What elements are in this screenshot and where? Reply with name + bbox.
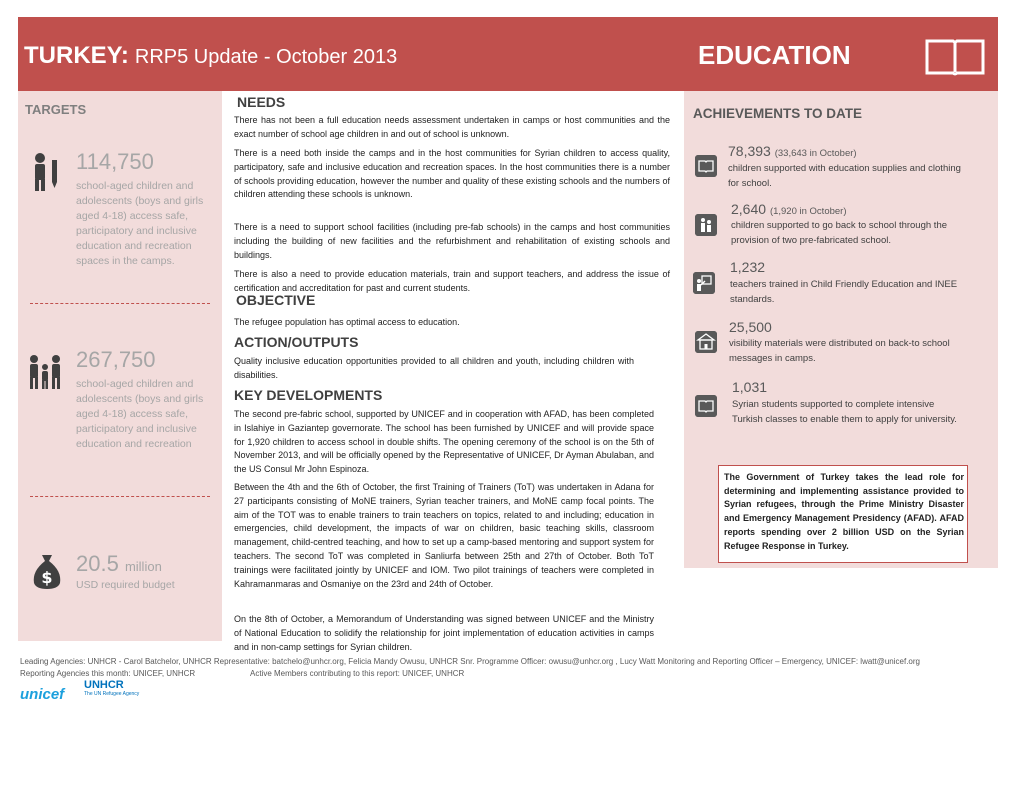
government-note-box <box>718 465 968 563</box>
target-description: school-aged children and adolescents (boys and girls aged 4-18) access safe, participatory and inclusive education and recreation <box>76 378 204 450</box>
achievements-heading: ACHIEVEMENTS TO DATE <box>693 106 863 121</box>
reporting-agencies: Reporting Agencies this month: UNICEF, UNHCR <box>20 669 196 678</box>
key-developments-heading: KEY DEVELOPMENTS <box>234 387 383 403</box>
target-number <box>76 551 162 577</box>
targets-panel <box>18 91 222 641</box>
active-members: Active Members contributing to this report: UNICEF, UNHCR <box>250 669 465 678</box>
header-banner <box>18 17 998 91</box>
budget-unit: million <box>124 559 162 574</box>
money-bag-icon <box>30 551 64 591</box>
achievement-number <box>731 201 847 217</box>
page-title <box>24 42 397 70</box>
achievement-number: 25,500 <box>729 319 772 335</box>
achievement-number: 1,232 <box>730 259 766 275</box>
leading-agencies: Leading Agencies: UNHCR - Carol Batchelor, UNHCR Representative: batchelo@unhcr.org, Felicia Mandy Owusu, UNHCR Snr. Programme Officer: owusu@unhcr.org , Lucy Watt Monitoring and Reporting Officer – Emergency, UNICEF: lwatt@unicef.org <box>20 657 920 666</box>
target-description: school-aged children and adolescents (boys and girls aged 4-18) access safe, participatory and inclusive education and recreation spaces in the camps. <box>76 180 204 267</box>
unicef-logo: unicef <box>20 686 65 703</box>
development-paragraph: On the 8th of October, a Memorandum of Understanding was signed between UNICEF and the Ministry of National Education to solidify the relationship for joint implementation of education activities in camps and in non-camp settings for Syrian children. <box>234 614 654 652</box>
budget-value: 20.5 <box>76 551 119 576</box>
divider <box>30 303 210 304</box>
achievement-description: visibility materials were distributed on back-to school messages in camps. <box>729 338 950 364</box>
target-number: 267,750 <box>76 347 156 372</box>
objective-heading: OBJECTIVE <box>236 292 316 308</box>
needs-paragraph: There is a need both inside the camps and in the host communities for Syrian children to access quality, participatory, safe and inclusive education and recreation spaces. In the host communities there is a number of schools providing education, however the number and quality of these existing schools and the numbers of children attending these schools is unknown. <box>234 148 670 200</box>
children-icon <box>695 214 717 236</box>
school-icon <box>695 331 717 353</box>
svg-text:$: $ <box>41 568 53 587</box>
open-book-icon <box>923 35 987 77</box>
objective-text: The refugee population has optimal access to education. <box>234 317 460 327</box>
family-icon <box>28 353 62 393</box>
achievements-panel <box>684 91 998 568</box>
achievement-description: Syrian students supported to complete intensive Turkish classes to enable them to apply for university. <box>732 399 957 425</box>
action-text: Quality inclusive education opportunities provided to all children and youth, including children with disabilities. <box>234 356 634 380</box>
target-number: 114,750 <box>76 149 154 174</box>
government-note: The Government of Turkey takes the lead role for determining and implementing assistance provided to Syrian refugees, through the Prime Ministry Disaster and Emergency Management Presidency (AFAD). AFAD reports spending over 2 billion USD on the Syrian Refugee Response in Turkey. <box>724 472 964 551</box>
needs-paragraph: There is a need to support school facilities (including pre-fab schools) in the camps and host communities including the building of new facilities and the refurbishment and rehabilitation of existing schools and buildings. <box>234 222 670 260</box>
achievement-value: 78,393 <box>728 143 771 159</box>
achievement-number: 1,031 <box>732 379 768 395</box>
achievement-note: (1,920 in October) <box>769 206 847 217</box>
book-icon <box>695 155 717 177</box>
action-heading: ACTION/OUTPUTS <box>234 334 359 350</box>
achievement-number <box>728 143 857 159</box>
country-label: TURKEY: <box>24 42 129 69</box>
achievement-description: teachers trained in Child Friendly Education and INEE standards. <box>730 279 958 305</box>
development-paragraph: The second pre-fabric school, supported by UNICEF and in cooperation with AFAD, has been completed in Islahiye in Gaziantep governorate. The school has been furnished by UNICEF and will provide space for 1,920 children to access school in double shifts. The opening ceremony of the school is on the 5th of November 2013, and will be officially opened by the Representative of UNICEF, Dr Ayman Abulaban, and the US Consul Mr John Espinoza. <box>234 409 654 475</box>
sector-title: EDUCATION <box>698 40 851 70</box>
achievement-description: children supported to go back to school through the provision of two pre-fabricated school. <box>731 220 948 246</box>
divider <box>30 496 210 497</box>
achievement-note: (33,643 in October) <box>774 148 857 159</box>
needs-paragraph: There has not been a full education needs assessment undertaken in camps or host communities and the exact number of school age children in and out of school is unknown. <box>234 115 670 139</box>
unhcr-logo-text: UNHCR <box>84 679 124 691</box>
needs-heading: NEEDS <box>237 94 286 110</box>
targets-heading: TARGETS <box>25 102 87 117</box>
achievement-description: children supported with education supplies and clothing for school. <box>728 163 961 189</box>
needs-paragraph: There is also a need to provide education materials, train and support teachers, and address the issue of certification and accreditation for past and current students. <box>234 269 670 293</box>
unhcr-logo-sub: The UN Refugee Agency <box>84 691 140 697</box>
unhcr-logo <box>84 679 139 697</box>
achievement-value: 2,640 <box>731 201 767 217</box>
target-description: USD required budget <box>76 579 175 591</box>
development-paragraph: Between the 4th and the 6th of October, the first Training of Trainers (ToT) was undertaken in Adana for 27 participants consisting of MoNE trainers, Syrian teacher trainers, and MoNE camp focal points. The aim of the TOT was to enable trainers to train teachers on topics, related to and including; education in emergencies, child development, the impacts of war on children, basic teaching skills, classroom management, child-centred teaching, and how to set up a camp-based mentoring and support system for teachers. The second ToT was completed in Sanliurfa between 25th and 27th of October. Both ToT trainings were facilitated jointly by UNICEF and IOM. Two pilot trainings of teachers were completed in Kahramanmaras and Osmaniye on the 23rd and 24th of October. <box>234 482 654 589</box>
subtitle: RRP5 Update - October 2013 <box>134 46 398 68</box>
book-icon <box>695 395 717 417</box>
teacher-icon <box>693 272 715 294</box>
child-icon <box>30 152 64 192</box>
